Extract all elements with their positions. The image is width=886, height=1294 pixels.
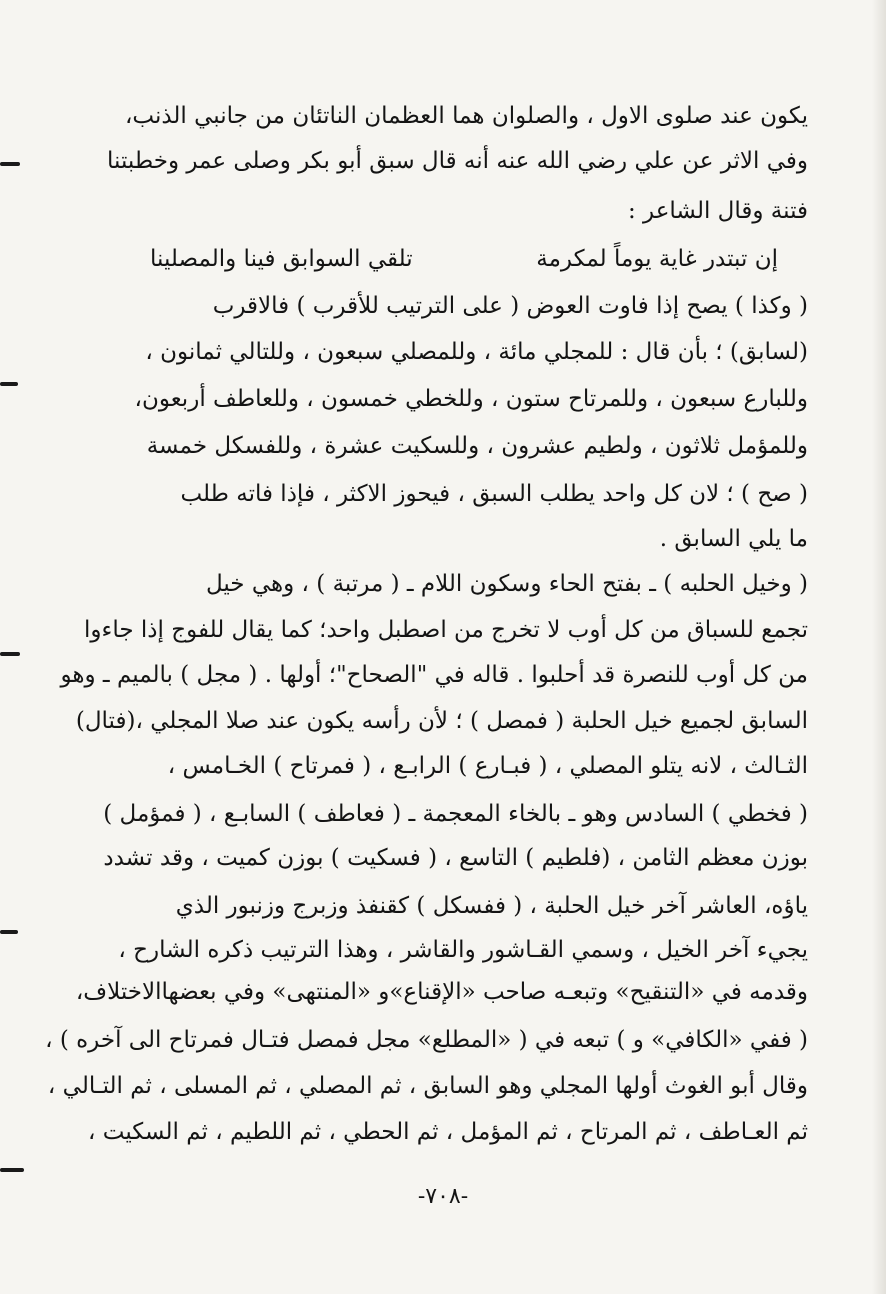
text-line: ( ففي «الكافي» و ) تبعه في ( «المطلع» مجل فمصل فتـال فمرتاح الى آخره ) ، <box>45 1027 808 1053</box>
text-line: (لسابق) ؛ بأن قال : للمجلي مائة ، وللمصلي سبعون ، وللتالي ثمانون ، <box>145 339 808 365</box>
text-line: وللبارع سبعون ، وللمرتاح ستون ، وللخطي خمسون ، وللعاطف أربعون، <box>134 386 808 412</box>
page-edge-shadow <box>872 0 886 1294</box>
margin-mark <box>0 382 18 386</box>
text-line: بوزن معظم الثامن ، (فلطيم ) التاسع ، ( فسكيت ) بوزن كميت ، وقد تشدد <box>103 845 808 871</box>
text-line: يجيء آخر الخيل ، وسمي القـاشور والقاشر ، وهذا الترتيب ذكره الشارح ، <box>118 937 808 963</box>
text-line: وللمؤمل ثلاثون ، ولطيم عشرون ، وللسكيت عشرة ، وللفسكل خمسة <box>146 433 808 459</box>
margin-mark <box>0 1168 24 1172</box>
margin-mark <box>0 652 20 656</box>
text-line: وقدمه في «التنقيح» وتبعـه صاحب «الإقناع»و «المنتهى» وفي بعضهاالاختلاف، <box>75 979 808 1005</box>
text-line: ثم العـاطف ، ثم المرتاح ، ثم المؤمل ، ثم الحطي ، ثم اللطيم ، ثم السكيت ، <box>88 1119 808 1145</box>
text-line: وقال أبو الغوث أولها المجلي وهو السابق ، ثم المصلي ، ثم المسلى ، ثم التـالي ، <box>47 1073 808 1099</box>
text-line: ( فخطي ) السادس وهو ـ بالخاء المعجمة ـ ( فعاطف ) السابـع ، ( فمؤمل ) <box>103 801 808 827</box>
text-line: ما يلي السابق . <box>659 526 808 552</box>
text-line: ( وكذا ) يصح إذا فاوت العوض ( على الترتيب للأقرب ) فالاقرب <box>212 293 808 319</box>
text-line: فتنة وقال الشاعر : <box>627 198 808 224</box>
text-line: من كل أوب للنصرة قد أحلبوا . قاله في "الصحاح"؛ أولها . ( مجل ) بالميم ـ وهو <box>60 662 808 688</box>
text-line: يكون عند صلوى الاول ، والصلوان هما العظمان الناتئان من جانبي الذنب، <box>124 103 808 129</box>
body-text <box>45 96 808 1176</box>
margin-mark <box>0 930 18 934</box>
text-line: وفي الاثر عن علي رضي الله عنه أنه قال سبق أبو بكر وصلى عمر وخطبتنا <box>107 148 808 174</box>
poem-first-hemistich: إن تبتدر غاية يوماً لمكرمة <box>536 246 778 272</box>
text-line: السابق لجميع خيل الحلبة ( فمصل ) ؛ لأن رأسه يكون عند صلا المجلي ،(فتال) <box>75 708 808 734</box>
text-line: ( صح ) ؛ لان كل واحد يطلب السبق ، فيحوز الاكثر ، فإذا فاته طلب <box>180 481 808 507</box>
poem-second-hemistich: تلقي السوابق فينا والمصلينا <box>150 246 413 272</box>
text-line: ياؤه، العاشر آخر خيل الحلبة ، ( ففسكل ) كقنفذ وزبرج وزنبور الذي <box>175 893 808 919</box>
text-line: ( وخيل الحلبه ) ـ بفتح الحاء وسكون اللام ـ ( مرتبة ) ، وهي خيل <box>205 571 808 597</box>
page-number: -٧٠٨- <box>417 1184 469 1209</box>
text-line: تجمع للسباق من كل أوب لا تخرج من اصطبل واحد؛ كما يقال للفوج إذا جاءوا <box>84 617 808 643</box>
margin-mark <box>0 162 20 166</box>
poem-verse <box>150 239 808 279</box>
text-line: الثـالث ، لانه يتلو المصلي ، ( فبـارع ) الرابـع ، ( فمرتاح ) الخـامس ، <box>167 753 808 779</box>
